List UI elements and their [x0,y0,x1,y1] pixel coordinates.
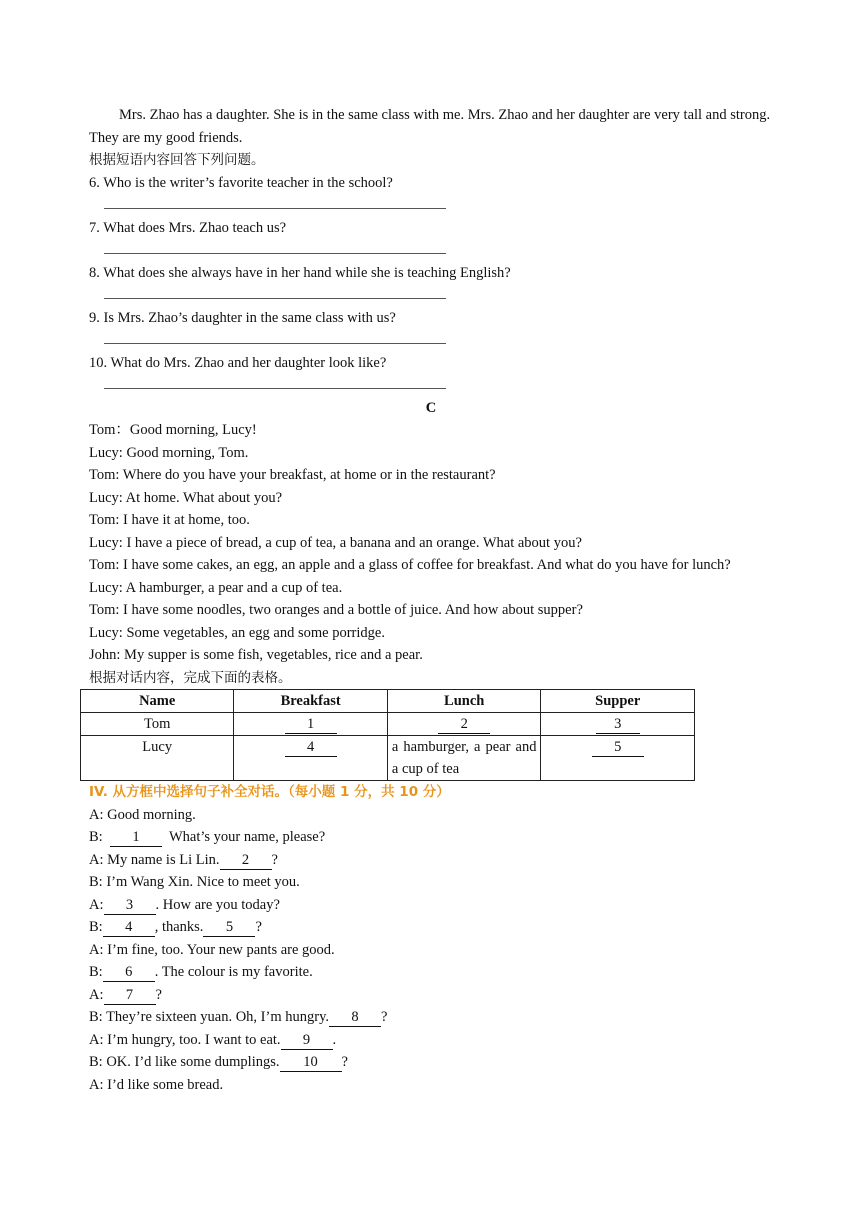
question-10: 10. What do Mrs. Zhao and her daughter look like? [89,354,387,371]
blank-number[interactable]: 5 [203,919,255,937]
cell-blank[interactable] [387,713,541,736]
dialogue-line [89,961,773,984]
header-breakfast: Breakfast [234,690,388,713]
blank-number[interactable]: 8 [329,1009,381,1027]
line-text: A: I’d like some bread. [89,1076,224,1093]
question-9: 9. Is Mrs. Zhao’s daughter in the same class with us? [89,309,396,326]
table-row [81,736,695,781]
question-7: 7. What does Mrs. Zhao teach us? [89,219,287,236]
line-text: ? [341,1054,348,1070]
blank-number[interactable]: 4 [103,919,155,937]
dialogue-line: Lucy: At home. What about you? [89,489,283,506]
line-text: B: [89,964,103,980]
line-text: , thanks. [154,919,204,935]
dialogue-line [89,871,773,894]
line-text: ? [255,919,262,935]
blank-number[interactable]: 10 [280,1054,342,1072]
header-name: Name [81,690,234,713]
blank-number[interactable]: 7 [104,987,156,1005]
dialogue-line [89,894,773,917]
blank-number: 1 [285,716,337,734]
dialogue-line [89,849,773,872]
line-text: A: [89,986,104,1003]
line-text: B: They’re sixteen yuan. Oh, I’m hungry. [89,1009,330,1025]
blank-number[interactable]: 9 [281,1032,333,1050]
answer-line-8[interactable] [89,284,773,307]
dialogue-line: John: My supper is some fish, vegetables, rice and a pear. [89,647,423,663]
cell-blank[interactable] [541,736,695,781]
dialogue-line [89,984,773,1007]
cell-name: Tom [81,713,234,736]
line-text: B: [89,829,110,845]
dialogue-line [89,804,773,827]
cell-blank[interactable] [234,736,388,781]
dialogue-line [89,826,773,849]
line-text: ? [155,986,162,1003]
instruction-answer-questions: 根据短语内容回答下列问题。 [89,152,265,168]
line-text: B: I’m Wang Xin. Nice to meet you. [89,874,300,890]
answer-line-9[interactable] [89,329,773,352]
cell-name: Lucy [81,736,234,781]
answer-line-6[interactable] [89,194,773,217]
answer-line-10[interactable] [89,374,773,397]
table-header-row [81,690,695,713]
blank-number: 2 [438,716,490,734]
line-text: ? [271,851,278,868]
passage-paragraph: Mrs. Zhao has a daughter. She is in the same class with me. Mrs. Zhao and her daughter are very tall and strong. They are my good friends. [89,107,771,146]
dialogue-line: Tom: I have some cakes, an egg, an apple and a glass of coffee for breakfast. And what do you have for lunch? [89,557,731,573]
dialogue-line [89,916,773,939]
header-supper: Supper [541,690,695,713]
section-iv-title: IV. 从方框中选择句子补全对话。（每小题 1 分，共 10 分） [89,784,450,800]
blank-number[interactable]: 3 [104,897,156,915]
dialogue-line: Tom: I have some noodles, two oranges and a bottle of juice. And how about supper? [89,602,583,618]
cell-blank[interactable] [234,713,388,736]
dialogue-line: Tom：Good morning, Lucy! [89,422,257,438]
meals-table [80,689,695,781]
line-text: A: My name is Li Lin. [89,851,220,868]
answer-line-7[interactable] [89,239,773,262]
line-text: ? [381,1009,388,1025]
dialogue-line: Lucy: Some vegetables, an egg and some porridge. [89,624,385,641]
blank-number[interactable]: 2 [220,852,272,870]
worksheet-page [89,104,773,1096]
line-text: . The colour is my favorite. [154,964,313,980]
line-text: A: I’m hungry, too. I want to eat. [89,1031,281,1048]
line-text: . [332,1031,337,1048]
blank-number[interactable]: 6 [103,964,155,982]
line-text: A: I’m fine, too. Your new pants are good. [89,941,335,958]
line-text: What’s your name, please? [161,829,326,845]
part-c-heading: C [425,399,437,416]
header-lunch: Lunch [387,690,541,713]
dialogue-line [89,1029,773,1052]
dialogue-line [89,1006,773,1029]
cell-blank[interactable] [541,713,695,736]
line-text: B: OK. I’d like some dumplings. [89,1054,280,1070]
line-text: A: Good morning. [89,806,196,823]
instruction-complete-table: 根据对话内容，完成下面的表格。 [89,669,292,686]
line-text: A: [89,896,104,913]
question-6: 6. Who is the writer’s favorite teacher in the school? [89,174,393,191]
blank-number[interactable]: 1 [110,829,162,847]
dialogue-line: Lucy: A hamburger, a pear and a cup of tea. [89,579,343,596]
blank-number: 3 [596,716,640,734]
dialogue-line: Lucy: I have a piece of bread, a cup of tea, a banana and an orange. What about you? [89,534,582,551]
table-row [81,713,695,736]
line-text: . How are you today? [155,896,280,913]
dialogue-line [89,1051,773,1074]
dialogue-line: Tom: Where do you have your breakfast, at home or in the restaurant? [89,467,496,483]
blank-number: 5 [592,739,644,757]
dialogue-line [89,1074,773,1097]
blank-number: 4 [285,739,337,757]
dialogue-line: Lucy: Good morning, Tom. [89,444,249,461]
cell-lunch: a hamburger, a pear and a cup of tea [387,736,541,781]
line-text: B: [89,919,103,935]
question-8: 8. What does she always have in her hand while she is teaching English? [89,264,511,281]
dialogue-line [89,939,773,962]
dialogue-line: Tom: I have it at home, too. [89,512,250,528]
